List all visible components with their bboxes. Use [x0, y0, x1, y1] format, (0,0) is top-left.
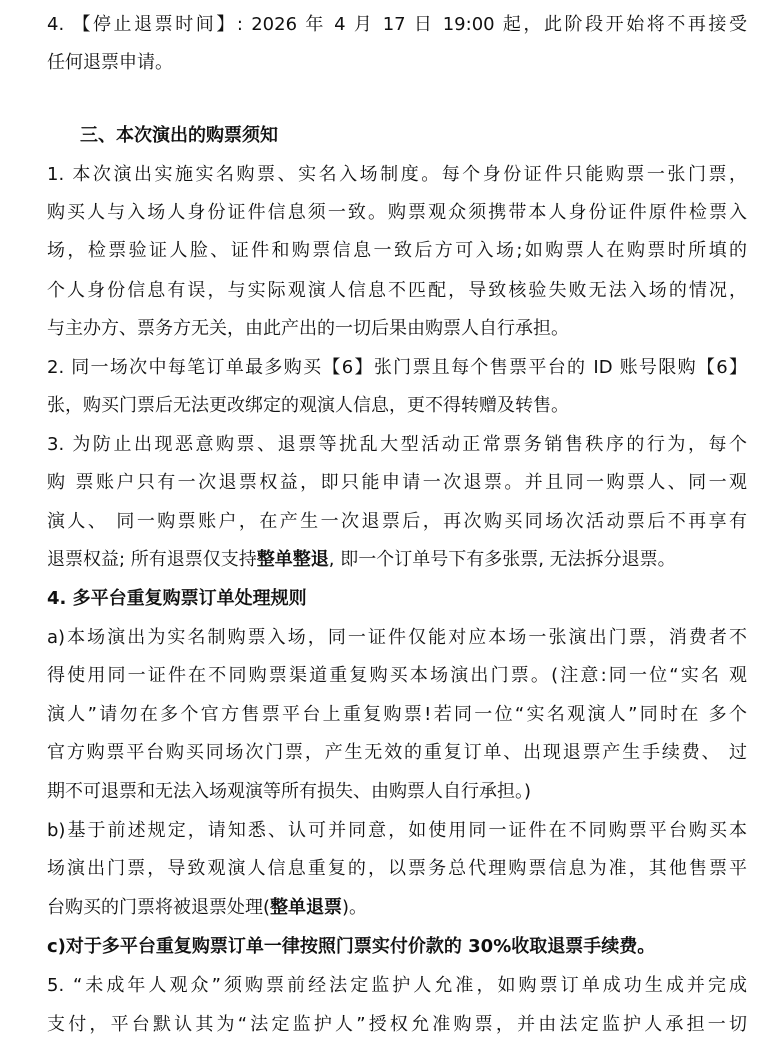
- paragraph-line: 演人”请勿在多个官方售票平台上重复购票!若同一位“实名观演人”同时在 多个: [47, 704, 747, 725]
- paragraph-line: 场，检票验证人脸、证件和购票信息一致后方可入场;如购票人在购票时所填的: [47, 240, 747, 261]
- paragraph-line: 支付，平台默认其为“法定监护人”授权允准购票，并由法定监护人承担一切: [47, 1014, 747, 1035]
- paragraph-line: 与主办方、票务方无关，由此产出的一切后果由购票人自行承担。: [47, 318, 569, 339]
- paragraph-line: b)基于前述规定，请知悉、认可并同意，如使用同一证件在不同购票平台购买本: [47, 820, 747, 841]
- bold-text-run: 整单退票: [270, 897, 343, 918]
- paragraph-line: 购 票账户只有一次退票权益，即只能申请一次退票。并且同一购票人、同一观: [47, 472, 747, 493]
- paragraph-line: 期不可退票和无法入场观演等所有损失、由购票人自行承担。): [47, 781, 532, 802]
- subsection-heading: 4. 多平台重复购票订单处理规则: [47, 588, 307, 609]
- text-run: )。: [342, 897, 368, 918]
- paragraph-line: [47, 549, 747, 571]
- text-run: 台购买的门票将被退票处理(: [47, 897, 271, 918]
- paragraph-line: 官方购票平台购买同场次门票，产生无效的重复订单、出现退票产生手续费、 过: [47, 742, 747, 763]
- paragraph-line: 个人身份信息有误，与实际观演人信息不匹配，导致核验失败无法入场的情况，: [47, 280, 747, 301]
- text-run: 退票权益; 所有退票仅支持: [47, 549, 257, 570]
- paragraph-line: 5. “未成年人观众”须购票前经法定监护人允准，如购票订单成功生成并完成: [47, 975, 747, 996]
- paragraph-line: 演人、 同一购票账户，在产生一次退票后，再次购买同场次活动票后不再享有: [47, 511, 747, 532]
- paragraph-line: 3. 为防止出现恶意购票、退票等扰乱大型活动正常票务销售秩序的行为，每个: [47, 434, 747, 455]
- text-run: , 即一个订单号下有多张票, 无法拆分退票。: [328, 549, 676, 570]
- paragraph-line: [47, 897, 747, 919]
- paragraph-line: 任何退票申请。: [47, 52, 173, 73]
- paragraph-line: 4. 【停止退票时间】: 2026 年 4 月 17 日 19:00 起，此阶段开始将不再接受: [47, 14, 747, 35]
- section-heading: 三、本次演出的购票须知: [80, 125, 278, 146]
- bold-text-run: 整单整退: [256, 549, 329, 570]
- paragraph-line: 2. 同一场次中每笔订单最多购买【6】张门票且每个售票平台的 ID 账号限购【6】: [47, 357, 747, 378]
- paragraph-line: 张，购买门票后无法更改绑定的观演人信息，更不得转赠及转售。: [47, 395, 569, 416]
- paragraph-line: a)本场演出为实名制购票入场，同一证件仅能对应本场一张演出门票，消费者不: [47, 627, 747, 648]
- bold-rule-line: c)对于多平台重复购票订单一律按照门票实付价款的 30%收取退票手续费。: [47, 936, 656, 957]
- paragraph-line: 场演出门票，导致观演人信息重复的，以票务总代理购票信息为准，其他售票平: [47, 858, 747, 879]
- paragraph-line: 购买人与入场人身份证件信息须一致。购票观众须携带本人身份证件原件检票入: [47, 202, 747, 223]
- paragraph-line: 得使用同一证件在不同购票渠道重复购买本场演出门票。(注意:同一位“实名 观: [47, 665, 747, 686]
- paragraph-line: 1. 本次演出实施实名购票、实名入场制度。每个身份证件只能购票一张门票，: [47, 164, 747, 185]
